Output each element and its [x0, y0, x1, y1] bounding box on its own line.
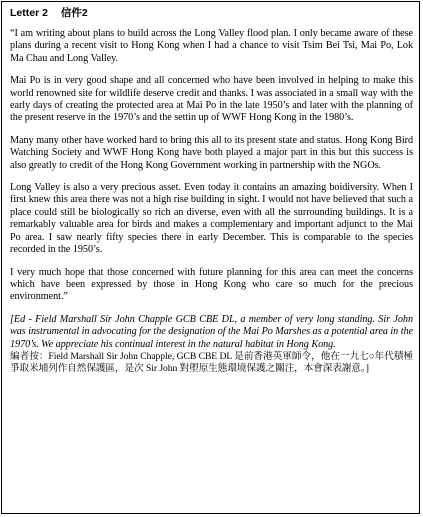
letter-heading: [10, 7, 413, 20]
editor-note: [Ed - Field Marshall Sir John Chapple GCB CBE DL, a member of very long standing. Sir John was instrumental in advocating for the designation of the Mai Po Marshes as a potential area in the 1970’s. We appreciate his continual interest in the natural habitat in Hong Kong.: [10, 313, 413, 350]
letter-paragraph-5: I very much hope that those concerned with future planning for this area can meet the concerns which have been expressed by those in Hong Kong who care so much for the precious environment.”: [10, 266, 413, 303]
letter-title-en: Letter 2: [10, 7, 48, 19]
letter-paragraph-2: Mai Po is in very good shape and all concerned who have been involved in helping to make this world renowned site for wildlife deserve credit and thanks. I was associated in a small way with the early days of creating the protected area at Mai Po in the late 1950’s and later with the planning of the present reserve in the 1970’s and the settin up of WWF Hong Kong in the 1980’s.: [10, 75, 413, 124]
letter-title-zh: 信件2: [60, 7, 88, 19]
letter-paragraph-4: Long Valley is also a very precious asset. Even today it contains an amazing boidiversity. When I first knew this area there was not a high rise building in sight. I would not have believed that such a place could still be biologically so rich an diverse, even with all the surrounding buildings. It is a remarkably valuable area for birds and makes a complementary and important adjunct to the Mai Po area. I saw nearly fifty species there in early December. This is comparable to the species recorded in the 1950’s.: [10, 182, 413, 256]
letter-paragraph-1: “I am writing about plans to build across the Long Valley flood plan. I only became aware of these plans during a recent visit to Hong Kong when I had a chance to visit Tsim Bei Tsi, Mai Po, Lok Ma Chau and Long Valley.: [10, 28, 413, 64]
letter-paragraph-3: Many many other have worked hard to bring this all to its present state and status. Hong Kong Bird Watching Society and WWF Hong Kong have both played a major part in this but this success is also greatly to credit of the Hong Kong Government working in partnership with the NGOs.: [10, 134, 413, 171]
letter-panel: [1, 1, 420, 514]
editor-note-chinese: 編者按：Field Marshall Sir John Chapple, GCB CBE DL 是前香港英軍師令，他在一九七○年代積極爭取米埔列作自然保護區，是次 Sir John 對塱原生態環境保護之關注，本會深表謝意。]: [10, 350, 413, 375]
